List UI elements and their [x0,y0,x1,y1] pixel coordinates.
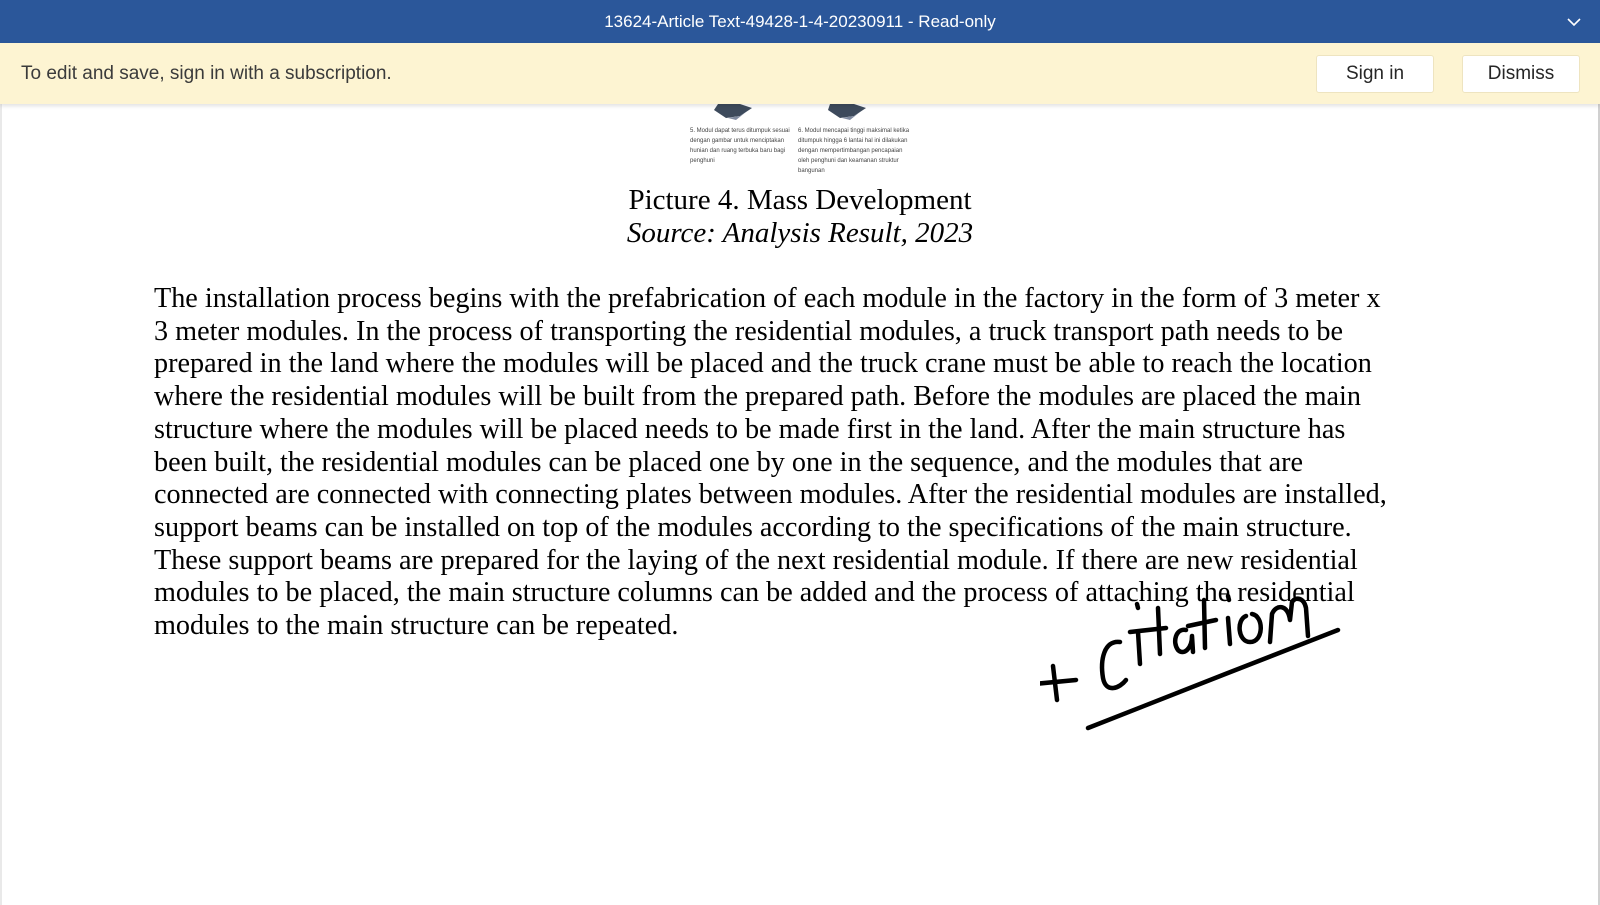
figure-4-mass-development [690,104,930,178]
dismiss-button[interactable]: Dismiss [1462,55,1580,93]
document-title: 13624-Article Text-49428-1-4-20230911 - Read-only [604,11,996,31]
figure-caption-title: Picture 4. Mass Development [628,184,972,216]
paragraph-line: connected are connected with connecting plates between modules. After the residential modules are installed, [154,479,1387,511]
chevron-down-icon[interactable] [1566,14,1582,30]
paragraph-line: where the residential modules will be built from the prepared path. Before the modules are placed the main [154,381,1361,413]
paragraph-line: modules to be placed, the main structure columns can be added and the process of attaching the residential [154,577,1355,609]
paragraph-line: These support beams are prepared for the laying of the next residential module. If there are new residential [154,544,1358,576]
sign-in-button[interactable]: Sign in [1316,55,1434,93]
paragraph-line: structure where the modules will be placed needs to be made first in the land. After the main structure has [154,413,1346,445]
ink-annotation-citation[interactable] [1040,590,1350,750]
paragraph-line: been built, the residential modules can be placed one by one in the sequence, and the modules that are [154,446,1304,478]
paragraph-line: 3 meter modules. In the process of transporting the residential modules, a truck transport path needs to be [154,315,1344,347]
paragraph-line: modules to the main structure can be repeated. [154,610,679,642]
subscription-message: To edit and save, sign in with a subscription. [21,63,392,84]
figure-note-6: 6. Modul mencapai tinggi maksimal ketika ditumpuk hingga 6 lantai hal ini dilakukan dengan mempertimbangan pencapaian oleh penghuni dan keamanan struktur bangunan [798,128,910,174]
paragraph-line: The installation process begins with the prefabrication of each module in the factory in the form of 3 meter x [154,283,1381,314]
figure-note-5: 5. Modul dapat terus ditumpuk sesuai dengan gambar untuk menciptakan hunian dan ruang terbuka baru bagi penghuni [690,128,790,164]
body-paragraph [154,283,1454,643]
paragraph-line: prepared in the land where the modules will be placed and the truck crane must be able to reach the location [154,348,1372,380]
module-stack-illustration [690,104,930,126]
figure-caption-source: Source: Analysis Result, 2023 [626,217,974,249]
subscription-message-bar [0,43,1600,104]
title-bar [0,0,1600,43]
paragraph-line: support beams can be installed on top of the modules according to the specifications of the main structure. [154,511,1352,543]
